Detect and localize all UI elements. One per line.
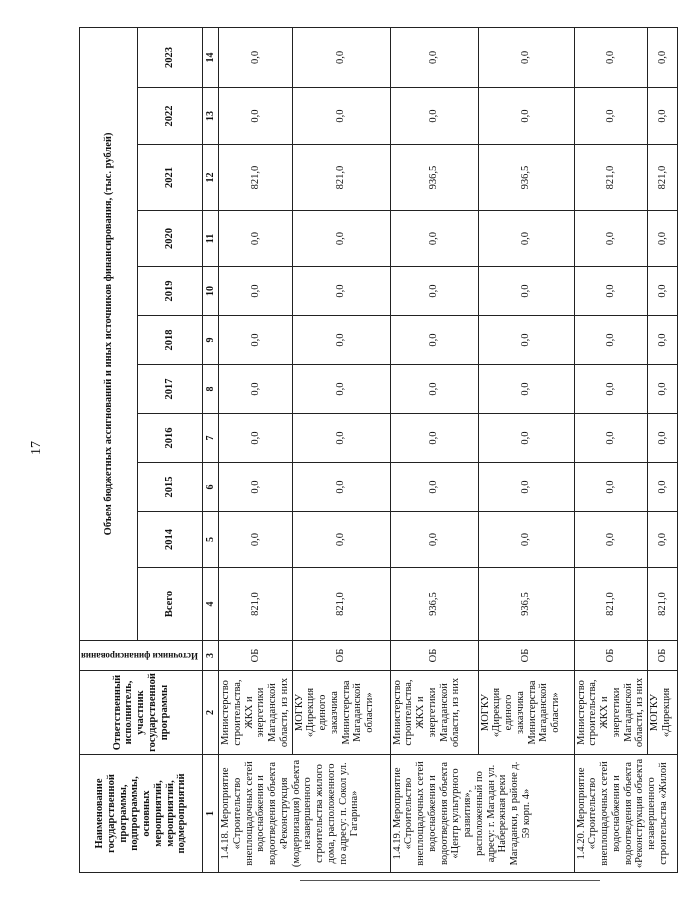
header-funding-title: Объем бюджетных ассигнований и иных источников финансирования, (тыс. рублей) xyxy=(80,27,138,640)
header-source-text: Источники финансирования xyxy=(81,650,198,661)
page-number: 17 xyxy=(29,441,44,455)
responsible-executor: МОГКУ «Дирекция единого заказчика Министерства Магаданской области» xyxy=(478,671,574,755)
year-value: 0,0 xyxy=(219,211,293,267)
responsible-executor: Министерство строительства, ЖКХ и энергетики Магаданской области, из них xyxy=(574,671,648,755)
year-value: 0,0 xyxy=(574,316,648,365)
measure-name: 1.4.19. Мероприятие «Строительство внеплощадочных сетей водоснабжения и водоотведения объекта «Центр культурного развития», расположенный по адресу: г. Магадан ул. Набережная реки Магаданки, в районе д. 59 корп. 4» xyxy=(390,755,574,873)
year-value: 0,0 xyxy=(292,211,390,267)
year-value: 0,0 xyxy=(219,414,293,463)
year-value: 0,0 xyxy=(478,211,574,267)
funding-source: ОБ xyxy=(219,641,293,671)
column-number: 5 xyxy=(203,512,219,568)
responsible-executor: Министерство строительства, ЖКХ и энергетики Магаданской области, из них xyxy=(390,671,478,755)
funding-source: ОБ xyxy=(574,641,648,671)
column-number: 8 xyxy=(203,365,219,414)
total-value: 936,5 xyxy=(390,568,478,641)
funding-source: ОБ xyxy=(292,641,390,671)
year-value: 0,0 xyxy=(292,414,390,463)
funding-source: ОБ xyxy=(648,641,678,671)
year-value: 0,0 xyxy=(292,512,390,568)
total-value: 821,0 xyxy=(574,568,648,641)
year-value: 0,0 xyxy=(219,316,293,365)
table-row xyxy=(574,27,648,872)
column-number: 4 xyxy=(203,568,219,641)
year-value: 0,0 xyxy=(574,267,648,316)
column-number: 1 xyxy=(203,755,219,873)
year-value: 0,0 xyxy=(478,316,574,365)
year-value: 821,0 xyxy=(648,145,678,211)
year-value: 0,0 xyxy=(390,88,478,145)
year-value: 0,0 xyxy=(390,267,478,316)
funding-source: ОБ xyxy=(390,641,478,671)
column-number: 12 xyxy=(203,145,219,211)
column-number: 13 xyxy=(203,88,219,145)
year-value: 0,0 xyxy=(648,88,678,145)
year-value: 0,0 xyxy=(574,414,648,463)
year-value: 0,0 xyxy=(648,512,678,568)
year-value: 0,0 xyxy=(390,414,478,463)
header-name: Наименование государственной программы, подпрограммы, основных мероприятий, мероприятий, подмероприятий xyxy=(80,755,203,873)
column-number: 9 xyxy=(203,316,219,365)
table-row xyxy=(292,27,390,872)
year-value: 0,0 xyxy=(390,512,478,568)
year-value: 0,0 xyxy=(574,463,648,512)
year-value: 0,0 xyxy=(478,463,574,512)
header-total: Всего xyxy=(138,568,203,641)
year-value: 0,0 xyxy=(292,316,390,365)
table-row xyxy=(219,27,293,872)
responsible-executor: Министерство строительства, ЖКХ и энергетики Магаданской области, из них xyxy=(219,671,293,755)
year-value: 0,0 xyxy=(390,316,478,365)
year-value: 936,5 xyxy=(390,145,478,211)
year-value: 0,0 xyxy=(574,365,648,414)
header-year: 2019 xyxy=(138,267,203,316)
year-value: 821,0 xyxy=(574,145,648,211)
header-year: 2016 xyxy=(138,414,203,463)
rotated-table-wrapper xyxy=(79,28,672,873)
funding-source: ОБ xyxy=(478,641,574,671)
year-value: 0,0 xyxy=(219,463,293,512)
year-value: 936,5 xyxy=(478,145,574,211)
year-value: 0,0 xyxy=(390,463,478,512)
year-value: 0,0 xyxy=(219,88,293,145)
year-value: 0,0 xyxy=(219,365,293,414)
year-value: 0,0 xyxy=(292,88,390,145)
year-value: 0,0 xyxy=(478,88,574,145)
year-value: 0,0 xyxy=(648,316,678,365)
year-value: 0,0 xyxy=(390,27,478,87)
header-year: 2018 xyxy=(138,316,203,365)
measure-name: 1.4.20. Мероприятие «Строительство внеплощадочных сетей водоснабжения и водоотведения объекта «Реконструкция объекта незавершенного строительства «Жилой xyxy=(574,755,678,873)
year-value: 0,0 xyxy=(292,463,390,512)
year-value: 0,0 xyxy=(648,365,678,414)
table-row xyxy=(648,27,678,872)
header-year: 2021 xyxy=(138,145,203,211)
header-source xyxy=(80,641,203,671)
header-year: 2022 xyxy=(138,88,203,145)
year-value: 0,0 xyxy=(648,414,678,463)
year-value: 0,0 xyxy=(574,27,648,87)
responsible-executor: МОГКУ «Дирекция единого заказчика Министерства Магаданской области» xyxy=(292,671,390,755)
year-value: 0,0 xyxy=(648,211,678,267)
column-number: 10 xyxy=(203,267,219,316)
year-value: 821,0 xyxy=(219,145,293,211)
funding-table xyxy=(79,27,678,873)
measure-name: 1.4.18. Мероприятие «Строительство внеплощадочных сетей водоснабжения и водоотведения объекта «Реконструкция (модернизация) объекта незавершенного строительства жилого дома, расположенного по адресу: п. Сокол ул. Гагарина» xyxy=(219,755,391,873)
year-value: 0,0 xyxy=(292,267,390,316)
header-year: 2014 xyxy=(138,512,203,568)
year-value: 0,0 xyxy=(478,267,574,316)
total-value: 821,0 xyxy=(648,568,678,641)
table-row xyxy=(478,27,574,872)
column-number: 11 xyxy=(203,211,219,267)
year-value: 0,0 xyxy=(292,365,390,414)
year-value: 0,0 xyxy=(219,27,293,87)
column-number: 14 xyxy=(203,27,219,87)
year-value: 0,0 xyxy=(478,27,574,87)
year-value: 0,0 xyxy=(219,267,293,316)
responsible-executor: МОГКУ «Дирекция xyxy=(648,671,678,755)
year-value: 0,0 xyxy=(574,211,648,267)
table-row xyxy=(390,27,478,872)
year-value: 821,0 xyxy=(292,145,390,211)
year-value: 0,0 xyxy=(574,88,648,145)
year-value: 0,0 xyxy=(292,27,390,87)
header-year: 2015 xyxy=(138,463,203,512)
column-number: 3 xyxy=(203,641,219,671)
header-responsible: Ответственный исполнитель, участник государственной программы xyxy=(80,671,203,755)
year-value: 0,0 xyxy=(648,27,678,87)
column-number: 2 xyxy=(203,671,219,755)
year-value: 0,0 xyxy=(478,512,574,568)
total-value: 936,5 xyxy=(478,568,574,641)
total-value: 821,0 xyxy=(292,568,390,641)
header-year: 2023 xyxy=(138,27,203,87)
year-value: 0,0 xyxy=(648,267,678,316)
year-value: 0,0 xyxy=(390,211,478,267)
footer-rule xyxy=(300,880,600,881)
year-value: 0,0 xyxy=(574,512,648,568)
year-value: 0,0 xyxy=(478,414,574,463)
column-number: 7 xyxy=(203,414,219,463)
column-number: 6 xyxy=(203,463,219,512)
year-value: 0,0 xyxy=(648,463,678,512)
header-year: 2020 xyxy=(138,211,203,267)
year-value: 0,0 xyxy=(390,365,478,414)
total-value: 821,0 xyxy=(219,568,293,641)
header-year: 2017 xyxy=(138,365,203,414)
year-value: 0,0 xyxy=(478,365,574,414)
year-value: 0,0 xyxy=(219,512,293,568)
